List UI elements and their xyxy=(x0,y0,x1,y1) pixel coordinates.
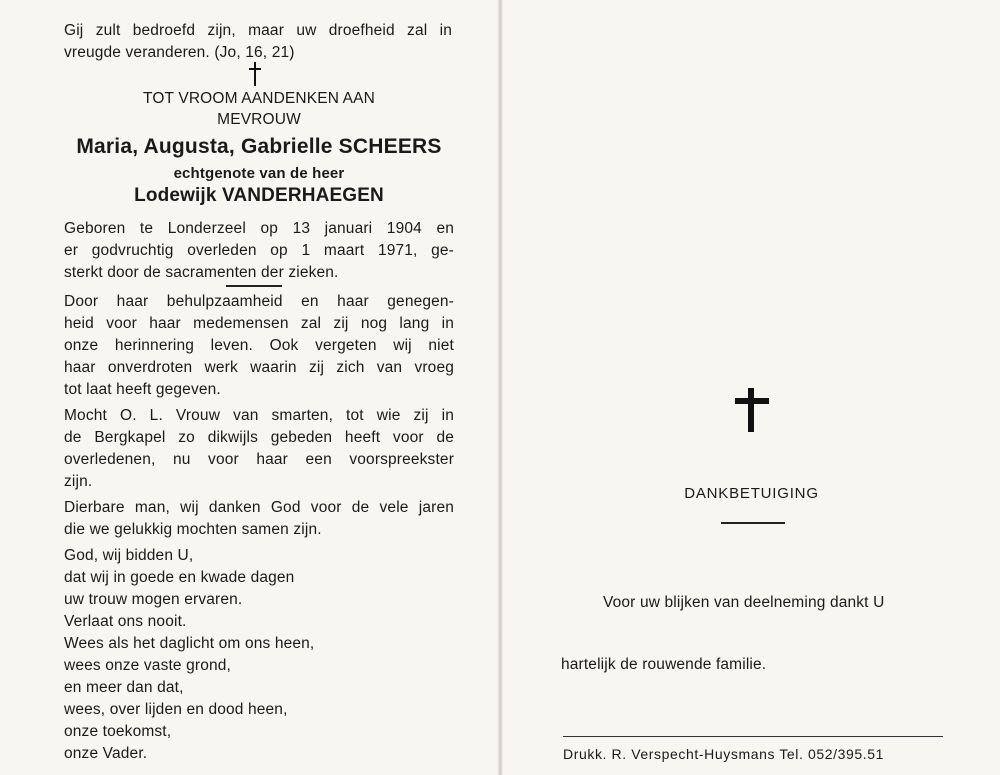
paragraph2-line-3: overledenen, nu voor haar een voorspreekster xyxy=(64,451,454,468)
paragraph1-line-4: haar onverdroten werk waarin zij zich van vroeg xyxy=(64,359,454,376)
paragraph1-line-5: tot laat heeft gegeven. xyxy=(64,381,221,398)
prayer-line-8: wees, over lijden en dood heen, xyxy=(64,701,288,718)
prayer-line-1: God, wij bidden U, xyxy=(64,547,194,564)
paragraph1-line-2: heid voor haar medemensen zal zij nog lang in xyxy=(64,315,454,332)
prayer-line-7: en meer dan dat, xyxy=(64,679,184,696)
quote-line-2: vreugde veranderen. (Jo, 16, 21) xyxy=(64,44,295,61)
spouse-label: echtgenote van de heer xyxy=(173,165,345,182)
prayer-line-2: dat wij in goede en kwade dagen xyxy=(64,569,295,586)
birth-line-1: Geboren te Londerzeel op 13 januari 1904 en xyxy=(64,220,454,237)
paragraph3-line-2: die we gelukkig mochten samen zijn. xyxy=(64,521,322,538)
cross-icon xyxy=(735,388,769,432)
thanks-line-1: Voor uw blijken van deelneming dankt U xyxy=(603,594,885,611)
prayer-line-9: onze toekomst, xyxy=(64,723,172,740)
prayer-line-5: Wees als het daglicht om ons heen, xyxy=(64,635,315,652)
right-panel xyxy=(503,0,1000,775)
paragraph2-line-2: de Bergkapel zo dikwijls gebeden heeft voor de xyxy=(64,429,454,446)
paragraph3-line-1: Dierbare man, wij danken God voor de vele jaren xyxy=(64,499,454,516)
divider xyxy=(226,285,282,287)
intro-line-1: TOT VROOM AANDENKEN AAN xyxy=(143,90,375,107)
paragraph1-line-3: onze herinnering leven. Ook vergeten wij niet xyxy=(64,337,454,354)
thanks-line-2: hartelijk de rouwende familie. xyxy=(561,656,767,673)
quote-line-1: Gij zult bedroefd zijn, maar uw droefheid zal in xyxy=(64,22,452,39)
prayer-line-10: onze Vader. xyxy=(64,745,148,762)
divider xyxy=(721,522,785,524)
paragraph2-line-4: zijn. xyxy=(64,473,93,490)
intro-line-2: MEVROUW xyxy=(217,111,301,128)
paragraph2-line-1: Mocht O. L. Vrouw van smarten, tot wie zij in xyxy=(64,407,454,424)
cross-icon xyxy=(248,62,262,88)
thanks-title: DANKBETUIGING xyxy=(684,485,819,502)
printer-divider xyxy=(563,736,943,737)
deceased-name: Maria, Augusta, Gabrielle SCHEERS xyxy=(76,135,442,158)
paragraph1-line-1: Door haar behulpzaamheid en haar genegen- xyxy=(64,293,454,310)
printer-info: Drukk. R. Verspecht-Huysmans Tel. 052/395.51 xyxy=(563,746,885,762)
prayer-line-3: uw trouw mogen ervaren. xyxy=(64,591,243,608)
prayer-line-6: wees onze vaste grond, xyxy=(64,657,232,674)
birth-line-3: sterkt door de sacramenten der zieken. xyxy=(64,264,339,281)
birth-line-2: er godvruchtig overleden op 1 maart 1971, ge- xyxy=(64,242,454,259)
prayer-line-4: Verlaat ons nooit. xyxy=(64,613,187,630)
spouse-name: Lodewijk VANDERHAEGEN xyxy=(134,185,384,206)
left-panel xyxy=(0,0,497,775)
